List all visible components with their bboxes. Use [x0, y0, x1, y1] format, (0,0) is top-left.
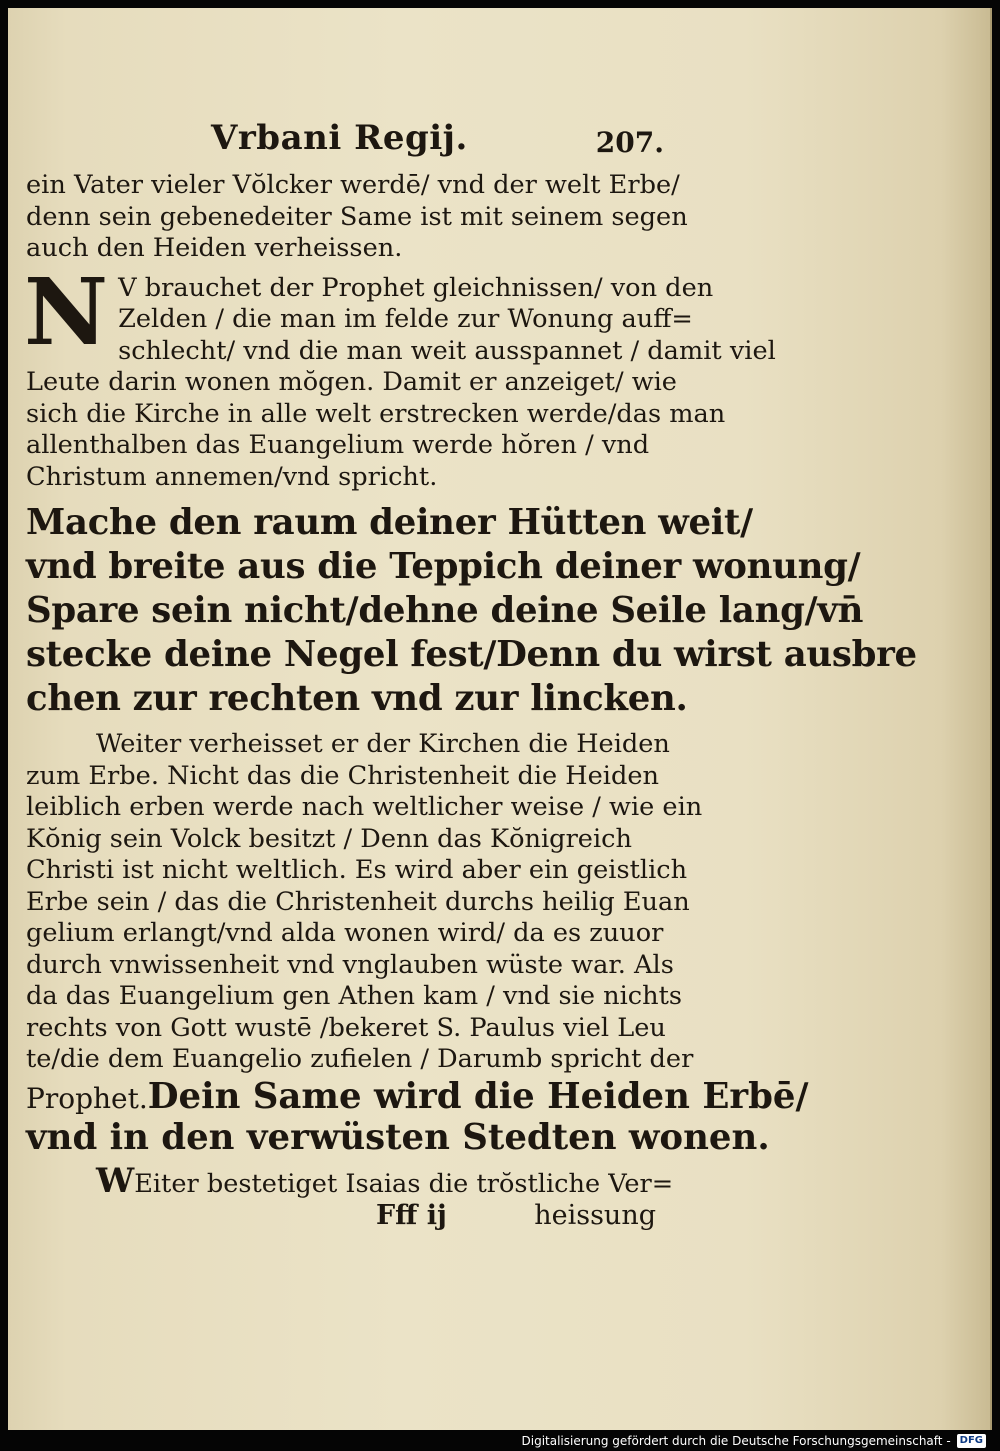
text-line: allenthalben das Euangelium werde hŏren / vnd: [26, 430, 650, 460]
text-line: durch vnwissenheit vnd vnglauben wüste war. Als: [26, 949, 674, 980]
text-line: Leute darin wonen mŏgen. Damit er anzeiget/ wie: [26, 367, 677, 397]
text-line: Kŏnig sein Volck besitzt / Denn das Kŏnigreich: [26, 823, 632, 854]
text-line: Weiter verheisset er der Kirchen die Heiden: [96, 729, 670, 759]
page-content: [24, 118, 917, 1240]
quote-line: stecke deine Negel fest/Denn du wirst ausbre: [26, 634, 917, 675]
opening-lines: [26, 170, 688, 265]
second-paragraph: [26, 729, 703, 1076]
text-line: Christum annemen/vnd spricht.: [26, 461, 438, 492]
digitization-credit: [522, 1434, 987, 1448]
catchword: heissung: [534, 1200, 656, 1231]
signature-mark: Fff ij: [376, 1200, 447, 1231]
scripture-quote: [26, 501, 917, 721]
text-line: zum Erbe. Nicht das die Christenheit die Heiden: [26, 760, 659, 791]
dfg-logo: DFG: [957, 1434, 986, 1448]
page-footer: [26, 1200, 656, 1240]
book-page: [8, 8, 992, 1430]
last-paragraph: [26, 1160, 674, 1201]
text-line: te/die dem Euangelio zufielen / Darumb spricht der: [26, 1044, 694, 1074]
text-line: sich die Kirche in alle welt erstrecken werde/das man: [26, 398, 726, 429]
text-line: denn sein gebenedeiter Same ist mit seinem segen: [26, 201, 688, 232]
line-rest: Eiter bestetiget Isaias die trŏstliche Ver=: [134, 1168, 674, 1199]
running-head: Vrbani Regij.: [211, 118, 468, 158]
text-line: Christi ist nicht weltlich. Es wird aber ein geistlich: [26, 855, 688, 885]
prophet-lead: Prophet.: [26, 1081, 148, 1115]
text-line: gelium erlangt/vnd alda wonen wird/ da es zuuor: [26, 918, 664, 948]
drop-initial: N: [24, 257, 109, 366]
text-line: ein Vater vieler Vŏlcker werdē/ vnd der welt Erbe/: [26, 170, 680, 200]
text-line: da das Euangelium gen Athen kam / vnd sie nichts: [26, 981, 683, 1011]
paragraph-initial: W: [96, 1160, 135, 1201]
initial-paragraph: [24, 257, 776, 494]
page-number: 207.: [595, 126, 664, 159]
text-line: Zelden / die man im felde zur Wonung auff=: [118, 304, 693, 334]
quote-line: vnd in den verwüsten Stedten wonen.: [26, 1116, 770, 1158]
text-line: leiblich erben werde nach weltlicher weise / wie ein: [26, 792, 703, 822]
credit-text: Digitalisierung gefördert durch die Deutsche Forschungsgemeinschaft -: [521, 1434, 951, 1448]
text-line: V brauchet der Prophet gleichnissen/ von den: [118, 272, 714, 303]
page-header: [26, 118, 664, 170]
text-line: [26, 1160, 674, 1201]
quote-line: vnd breite aus die Teppich deiner wonung/: [26, 546, 861, 587]
quote-line: Mache den raum deiner Hütten weit/: [26, 502, 753, 543]
quote-line: chen zur rechten vnd zur lincken.: [26, 678, 688, 719]
quote-line: Spare sein nicht/dehne deine Seile lang/vn̄: [26, 590, 864, 631]
text-line: schlecht/ vnd die man weit ausspannet / damit viel: [118, 335, 776, 366]
text-line: auch den Heiden verheissen.: [26, 233, 403, 263]
text-line: rechts von Gott wustē /bekeret S. Paulus viel Leu: [26, 1012, 666, 1043]
prophet-line: [26, 1075, 809, 1117]
text-line: Erbe sein / das die Christenheit durchs heilig Euan: [26, 886, 690, 917]
prophet-quote: Dein Same wird die Heiden Erbē/: [147, 1075, 809, 1117]
